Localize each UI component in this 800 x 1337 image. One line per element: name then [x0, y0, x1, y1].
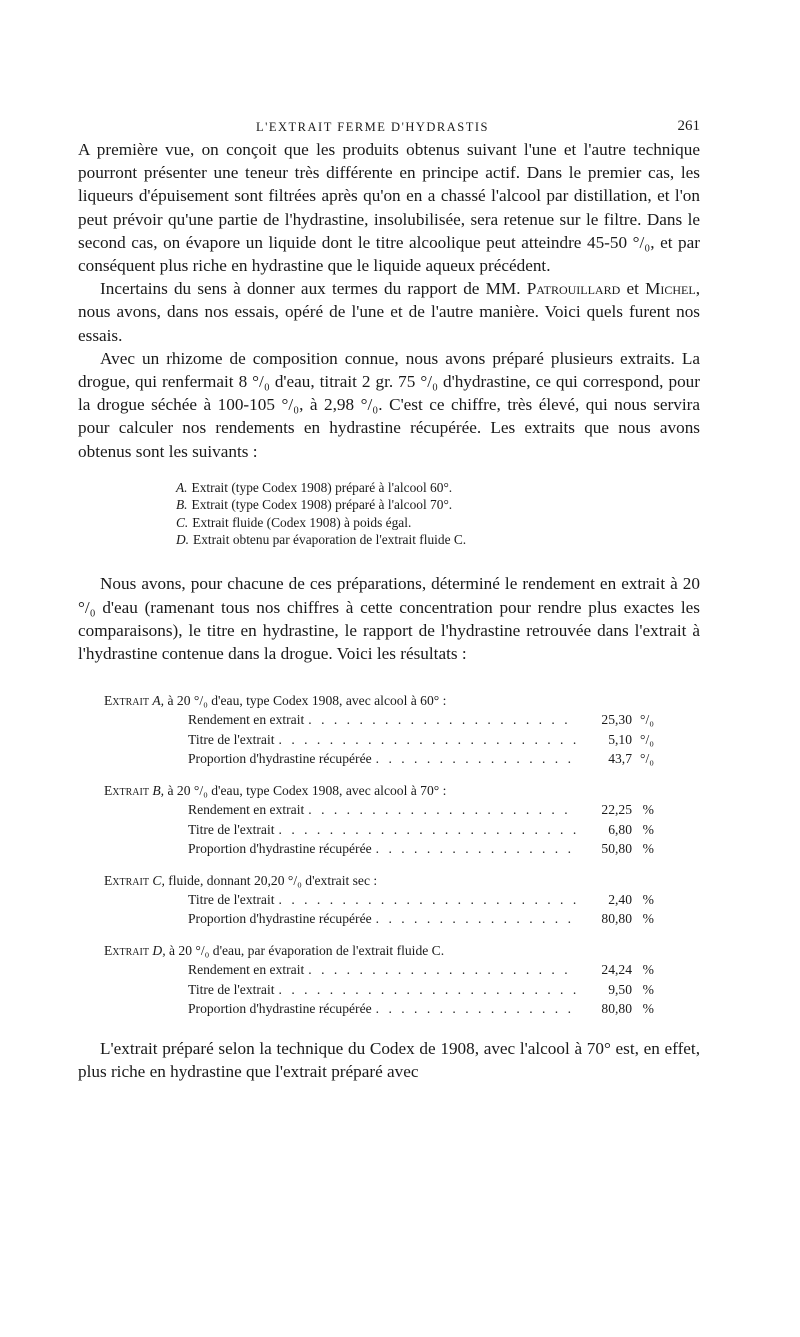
result-group-letter: A, — [152, 693, 165, 709]
extract-list-text: Extrait (type Codex 1908) préparé à l'alcool 70°. — [191, 497, 453, 513]
result-row-label: Proportion d'hydrastine récupérée — [188, 841, 372, 857]
paragraph-2-mid: et — [620, 279, 646, 299]
dot-leader — [376, 839, 576, 859]
result-row-unit: °/₀ — [640, 731, 654, 747]
result-group-description: à 20 °/₀ d'eau, type Codex 1908, avec alcool à 60° : — [164, 693, 447, 709]
extract-list-letter: A. — [176, 479, 188, 495]
paragraph-2-before: Incertains du sens à donner aux termes du rapport de MM. — [100, 279, 527, 299]
result-group-heading — [78, 781, 700, 800]
dot-leader — [376, 749, 576, 769]
result-row-label: Proportion d'hydrastine récupérée — [188, 911, 372, 927]
result-group-heading — [78, 871, 700, 890]
result-group-heading — [78, 691, 700, 710]
result-group — [78, 871, 700, 929]
running-title: L'EXTRAIT FERME D'HYDRASTIS — [256, 120, 489, 134]
result-row — [188, 749, 654, 769]
result-row — [188, 710, 654, 730]
result-row-value: 80,80 — [601, 1001, 632, 1017]
result-row — [188, 800, 654, 820]
result-group-letter: B, — [152, 783, 165, 799]
extract-list-item — [176, 531, 700, 548]
result-row-value: 9,50 — [608, 981, 632, 997]
result-row-label: Titre de l'extrait — [188, 731, 275, 747]
extract-list-text: Extrait obtenu par évaporation de l'extrait fluide C. — [193, 532, 467, 548]
result-row-unit: °/₀ — [640, 712, 654, 728]
result-row-label: Titre de l'extrait — [188, 891, 275, 907]
result-row — [188, 909, 654, 929]
result-group — [78, 941, 700, 1019]
result-row-value: 6,80 — [608, 821, 632, 837]
result-row-unit: % — [642, 911, 654, 927]
result-row — [188, 980, 654, 1000]
results-table — [78, 691, 700, 1019]
result-group-description: à 20 °/₀ d'eau, par évaporation de l'extrait fluide C. — [165, 943, 445, 959]
page-number: 261 — [677, 118, 700, 134]
result-row-unit: % — [642, 962, 654, 978]
result-group-letter: C, — [152, 872, 165, 888]
result-row-label: Rendement en extrait — [188, 962, 305, 978]
result-row-value: 25,30 — [601, 712, 632, 728]
result-row-value: 5,10 — [608, 731, 632, 747]
running-header — [78, 116, 700, 138]
extract-list-item — [176, 514, 700, 531]
result-group — [78, 691, 700, 769]
result-group-description: fluide, donnant 20,20 °/₀ d'extrait sec : — [164, 872, 378, 888]
result-group-label: Extrait — [104, 783, 149, 799]
result-group — [78, 781, 700, 859]
extract-list-text: Extrait (type Codex 1908) préparé à l'alcool 60°. — [191, 479, 453, 495]
result-row — [188, 999, 654, 1019]
result-row-unit: % — [642, 821, 654, 837]
result-group-label: Extrait — [104, 872, 149, 888]
paragraph-4: Nous avons, pour chacune de ces préparations, déterminé le rendement en extrait à 20 °/₀ d'eau (ramenant tous nos chiffres à cette concentration pour rendre plus exactes les comparaisons), le titre en hydrastine, le rapport de l'hydrastine retrouvée dans l'extrait à l'hydrastine contenue dans la drogue. Voici les résultats : — [78, 574, 700, 664]
result-group-description: à 20 °/₀ d'eau, type Codex 1908, avec alcool à 70° : — [164, 783, 447, 799]
dot-leader — [279, 980, 576, 1000]
paragraph-2 — [78, 277, 700, 347]
result-group-letter: D, — [152, 943, 166, 959]
result-row-unit: % — [642, 891, 654, 907]
dot-leader — [376, 999, 576, 1019]
page — [78, 116, 700, 1083]
result-row-label: Proportion d'hydrastine récupérée — [188, 751, 372, 767]
result-row-unit: % — [642, 981, 654, 997]
result-row-value: 50,80 — [601, 841, 632, 857]
result-row — [188, 890, 654, 910]
result-row-unit: % — [642, 1001, 654, 1017]
dot-leader — [308, 710, 576, 730]
dot-leader — [308, 800, 576, 820]
result-group-label: Extrait — [104, 943, 149, 959]
result-row-label: Rendement en extrait — [188, 712, 305, 728]
result-row-unit: % — [642, 841, 654, 857]
extract-list-letter: B. — [176, 497, 188, 513]
body-text — [78, 138, 700, 463]
result-row-value: 80,80 — [601, 911, 632, 927]
paragraph-1: A première vue, on conçoit que les produits obtenus suivant l'une et l'autre technique pourront présenter une teneur très différente en principe actif. Dans le premier cas, les liqueurs d'épuisement sont filtrées après qu'on en a chassé l'alcool par distillation, et l'on peut prévoir qu'une partie de l'hydrastine, insolubilisée, sera retenue sur le filtre. Dans le second cas, on évapore un liquide dont le titre alcoolique peut atteindre 45-50 °/₀, et par conséquent plus riche en hydrastine que le liquide aqueux précédent. — [78, 140, 700, 276]
body-text-3 — [78, 1037, 700, 1083]
dot-leader — [279, 730, 576, 750]
dot-leader — [279, 820, 576, 840]
body-text-2 — [78, 572, 700, 665]
result-row — [188, 960, 654, 980]
author-name-michel: Michel — [645, 279, 696, 299]
dot-leader — [308, 960, 576, 980]
dot-leader — [279, 890, 576, 910]
result-row-label: Titre de l'extrait — [188, 821, 275, 837]
extract-list-text: Extrait fluide (Codex 1908) à poids égal. — [192, 514, 412, 530]
result-row-label: Proportion d'hydrastine récupérée — [188, 1001, 372, 1017]
result-row-unit: °/₀ — [640, 751, 654, 767]
result-row-value: 22,25 — [601, 802, 632, 818]
extract-list-item — [176, 479, 700, 496]
result-row — [188, 839, 654, 859]
dot-leader — [376, 909, 576, 929]
extract-list-letter: D. — [176, 532, 190, 548]
result-row-label: Rendement en extrait — [188, 802, 305, 818]
extract-list-letter: C. — [176, 514, 189, 530]
result-row-value: 24,24 — [601, 962, 632, 978]
paragraph-3: Avec un rhizome de composition connue, nous avons préparé plusieurs extraits. La drogue, qui renfermait 8 °/₀ d'eau, titrait 2 gr. 75 °/₀ d'hydrastine, ce qui correspond, pour la drogue séchée à 100-105 °/₀, à 2,98 °/₀. C'est ce chiffre, très élevé, qui nous servira pour calculer nos rendements en hydrastine récupérée. Les extraits que nous avons obtenus sont les suivants : — [78, 348, 700, 461]
paragraph-2-after: , nous avons, dans nos essais, opéré de l'une et de l'autre manière. Voici quels furent nos essais. — [78, 279, 701, 345]
result-row — [188, 730, 654, 750]
extracts-list — [176, 479, 700, 549]
paragraph-5: L'extrait préparé selon la technique du Codex de 1908, avec l'alcool à 70° est, en effet, plus riche en hydrastine que l'extrait préparé avec — [78, 1038, 700, 1082]
result-row-label: Titre de l'extrait — [188, 981, 275, 997]
result-group-label: Extrait — [104, 693, 149, 709]
result-row-unit: % — [642, 802, 654, 818]
result-row-value: 2,40 — [608, 891, 632, 907]
result-row — [188, 820, 654, 840]
extract-list-item — [176, 496, 700, 513]
result-row-value: 43,7 — [608, 751, 632, 767]
result-group-heading — [78, 941, 700, 960]
author-name-patrouillard: Patrouillard — [526, 279, 621, 299]
